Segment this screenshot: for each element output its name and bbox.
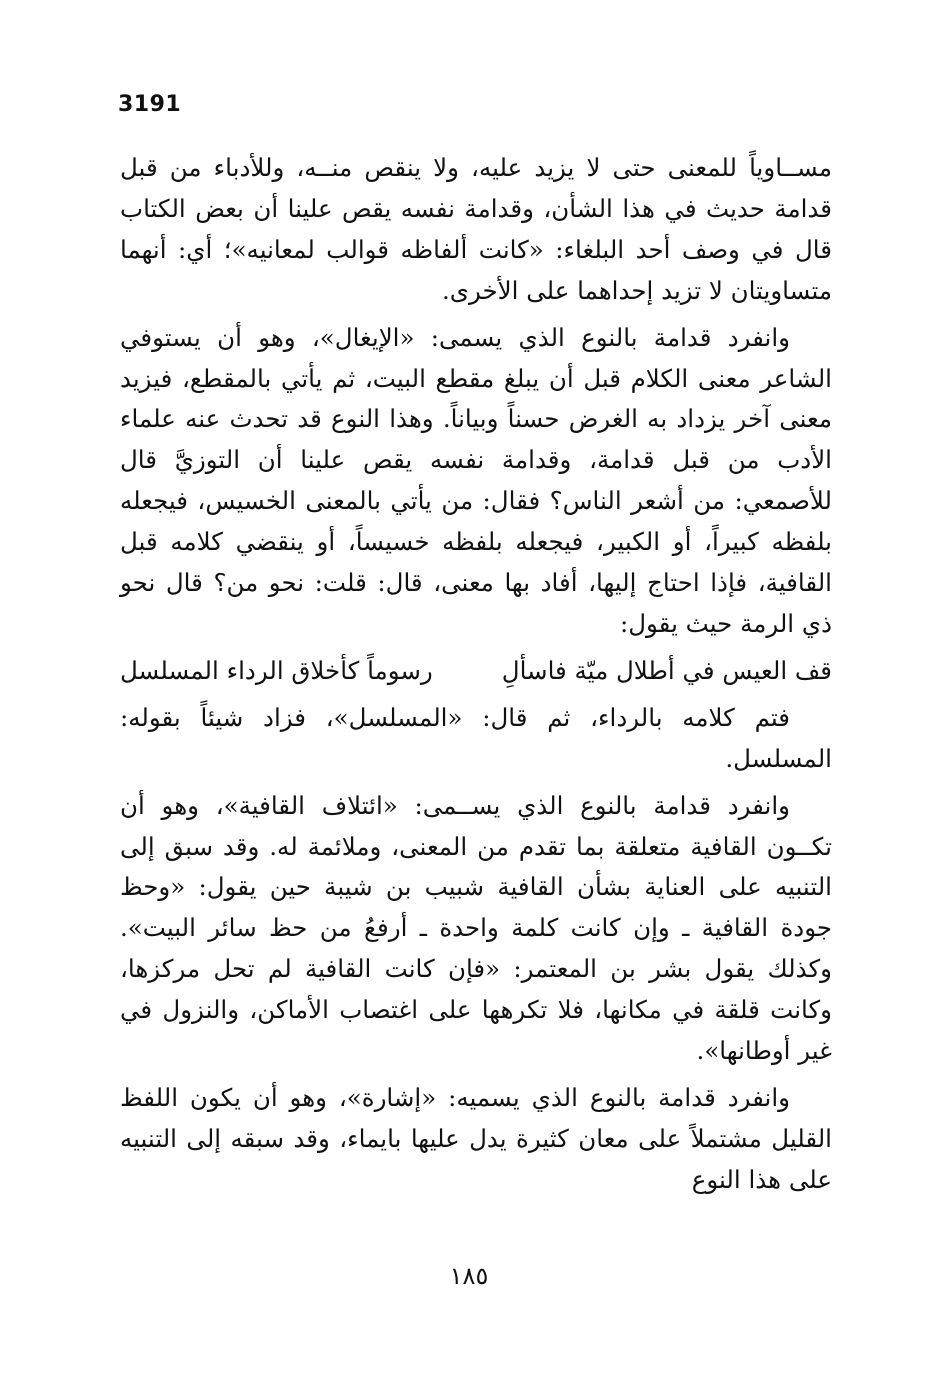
page-number-bottom: ١٨٥ — [449, 1262, 489, 1290]
verse-first-hemistich: قف العيس في أطلال ميّة فاسألِ — [501, 655, 832, 685]
paragraph-3: فتم كلامه بالرداء، ثم قال: «المسلسل»، فزاد شيئاً بقوله: المسلسل. — [120, 702, 832, 773]
poem-verse — [120, 651, 832, 692]
paragraph-1: مســاوياً للمعنى حتى لا يزيد عليه، ولا ينقص منــه، وللأدباء من قبل قدامة حديث في هذا الشأن، وقدامة نفسه يقص علينا أن بعض الكتاب قال في وصف أحد البلغاء: «كانت ألفاظه قوالب لمعانيه»؛ أي: أنهما متساويتان لا تزيد إحداهما على الأخرى. — [120, 153, 832, 305]
paragraph-4: وانفرد قدامة بالنوع الذي يســمى: «ائتلاف القافية»، وهو أن تكــون القافية متعلقة بما تقدم من المعنى، وملائمة له. وقد سبق إلى التنبيه على العناية بشأن القافية شبيب بن شيبة حين يقول: «وحظ جودة القافية ـ وإن كانت كلمة واحدة ـ أرفعُ من حظ سائر البيت». وكذلك يقول بشر بن المعتمر: «فإن كانت القافية لم تحل مركزها، وكانت قلقة في مكانها، فلا تكرهها على اغتصاب الأماكن، والنزول في غير أوطانها». — [120, 790, 832, 1066]
article-body — [120, 148, 832, 1201]
verse-second-hemistich: رسوماً كأخلاق الرداء المسلسل — [120, 655, 433, 685]
page-number-top: 3191 — [118, 92, 182, 117]
paragraph-2: وانفرد قدامة بالنوع الذي يسمى: «الإيغال»، وهو أن يستوفي الشاعر معنى الكلام قبل أن يبلغ مقطع البيت، ثم يأتي بالمقطع، فيزيد معنى آخر يزداد به الغرض حسناً وبياناً. وهذا النوع قد تحدث عنه علماء الأدب من قبل قدامة، وقدامة نفسه يقص علينا أن التوزيَّ قال للأصمعي: من أشعر الناس؟ فقال: من يأتي بالمعنى الخسيس، فيجعله بلفظه كبيراً، أو الكبير، فيجعله بلفظه خسيساً، أو ينقضي كلامه قبل القافية، فإذا احتاج إليها، أفاد بها معنى، قال: قلت: نحو من؟ قال نحو ذي الرمة حيث يقول: — [120, 322, 832, 638]
paragraph-5: وانفرد قدامة بالنوع الذي يسميه: «إشارة»، وهو أن يكون اللفظ القليل مشتملاً على معان كثيرة يدل عليها بايماء، وقد سبقه إلى التنبيه على هذا النوع — [120, 1082, 832, 1194]
